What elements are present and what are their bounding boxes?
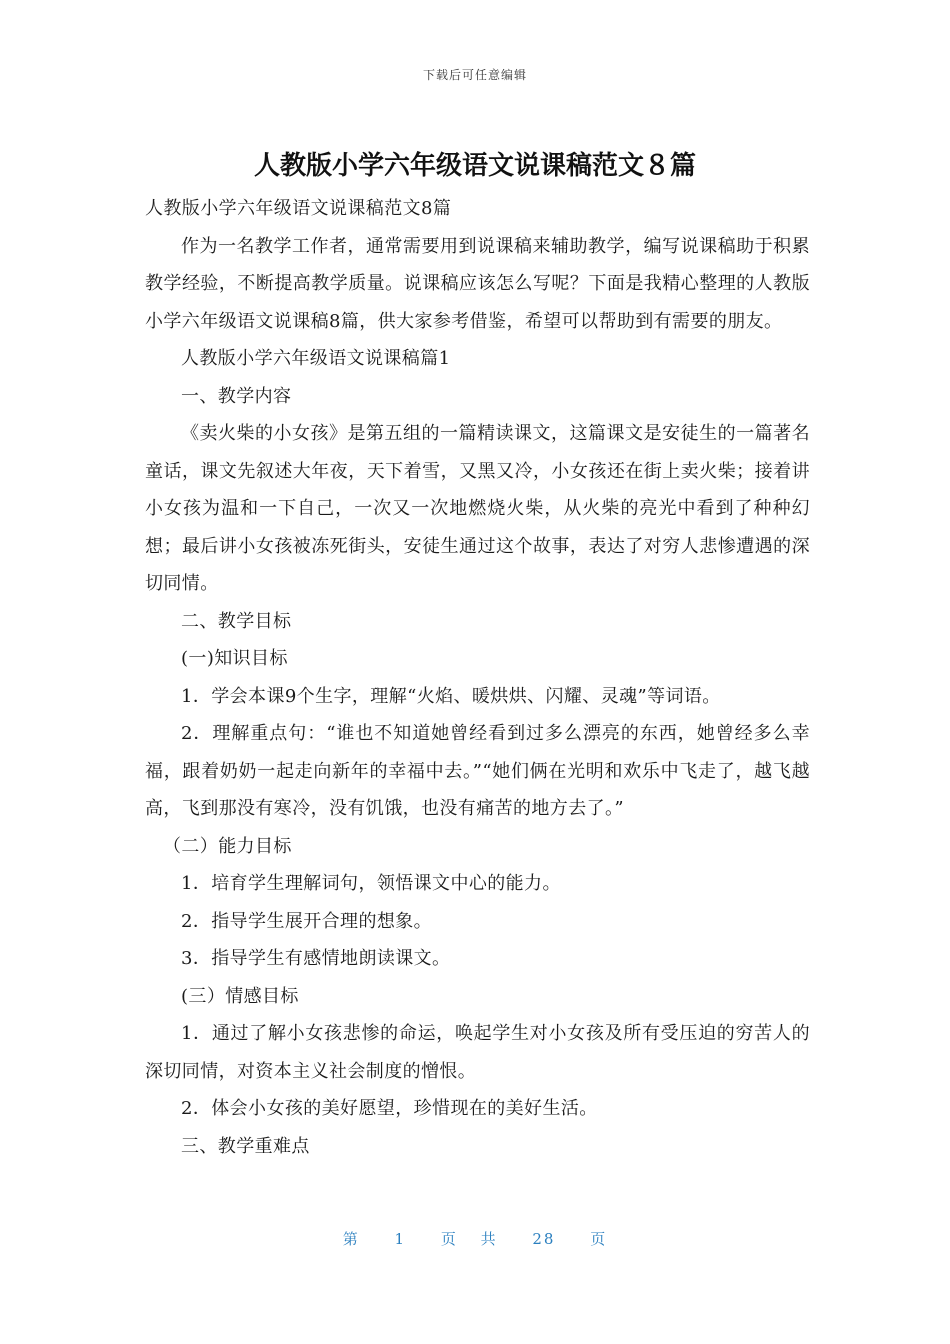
list-item: 2．指导学生展开合理的想象。 — [181, 910, 433, 932]
section-heading: 三、教学重难点 — [181, 1135, 310, 1157]
section-heading: 人教版小学六年级语文说课稿篇1 — [181, 348, 451, 369]
subsection-heading: （二）能力目标 — [163, 835, 292, 857]
paragraph: 作为一名教学工作者，通常需要用到说课稿来辅助教学，编写说课稿助于积累教学经验，不断提高教学质量。说课稿应该怎么写呢？下面是我精心整理的人教版小学六年级语文说课稿8篇，供大家参考借鉴，希望可以帮助到有需要的朋友。 — [145, 235, 810, 332]
paragraph: 《卖火柴的小女孩》是第五组的一篇精读课文，这篇课文是安徒生的一篇著名童话，课文先叙述大年夜，天下着雪，又黑又冷，小女孩还在街上卖火柴；接着讲小女孩为温和一下自己，一次又一次地燃烧火柴，从火柴的亮光中看到了种种幻想；最后讲小女孩被冻死街头，安徒生通过这个故事，表达了对穷人悲惨遭遇的深切同情。 — [145, 423, 810, 594]
section-heading: 二、教学目标 — [181, 610, 292, 632]
subsection-heading: (一)知识目标 — [181, 648, 288, 669]
list-item: 2．体会小女孩的美好愿望，珍惜现在的美好生活。 — [181, 1098, 598, 1119]
list-item: 3．指导学生有感情地朗读课文。 — [181, 948, 451, 969]
header-note: 下载后可任意编辑 — [422, 68, 527, 82]
list-item: 1．通过了解小女孩悲惨的命运，唤起学生对小女孩及所有受压迫的穷苦人的深切同情，对资本主义社会制度的憎恨。 — [145, 1023, 810, 1082]
section-heading: 一、教学内容 — [181, 385, 292, 407]
document-title: 人教版小学六年级语文说课稿范文８篇 — [253, 151, 696, 181]
footer-total-pages: 28 — [532, 1230, 556, 1248]
footer-end-word: 页 — [590, 1230, 608, 1248]
paragraph: 人教版小学六年级语文说课稿范文8篇 — [145, 198, 452, 219]
list-item: 2．理解重点句：“谁也不知道她曾经看到过多么漂亮的东西，她曾经多么幸福，跟着奶奶一起走向新年的幸福中去。”“她们俩在光明和欢乐中飞走了，越飞越高，飞到那没有寒冷，没有饥饿，也没有痛苦的地方去了。” — [145, 723, 810, 819]
page-footer — [0, 1228, 950, 1249]
document-body — [145, 190, 810, 1165]
footer-page-number: 1 — [394, 1230, 407, 1248]
footer-total-word: 页 共 — [440, 1230, 498, 1248]
list-item: 1．学会本课9个生字，理解“火焰、暖烘烘、闪耀、灵魂”等词语。 — [181, 685, 721, 707]
footer-page-word: 第 — [342, 1230, 360, 1248]
subsection-heading: (三）情感目标 — [181, 985, 299, 1007]
list-item: 1．培育学生理解词句，领悟课文中心的能力。 — [181, 873, 561, 894]
